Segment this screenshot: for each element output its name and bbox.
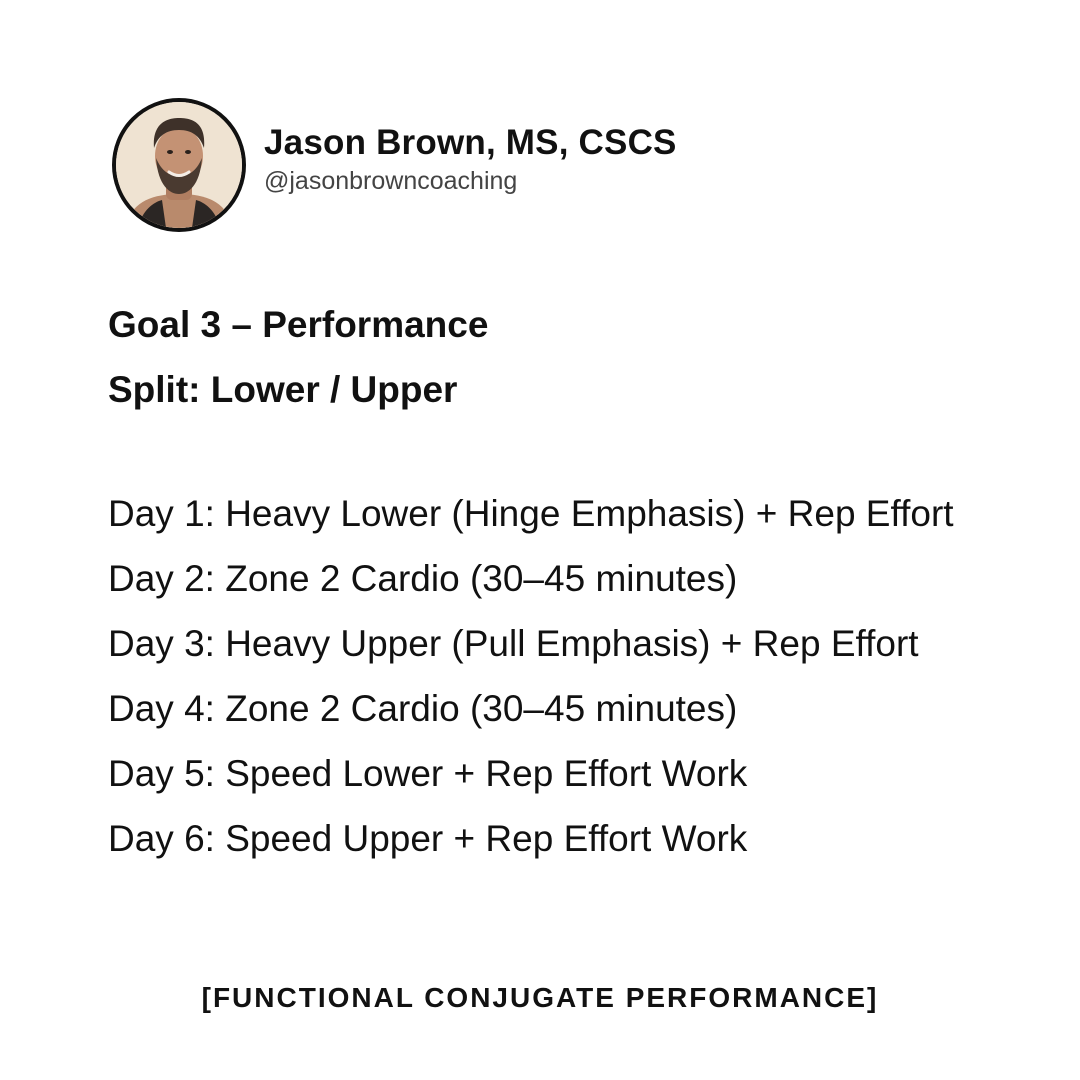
day-item-5: Day 5: Speed Lower + Rep Effort Work [108,753,748,794]
profile-name: Jason Brown, MS, CSCS [264,122,677,162]
day-list [108,481,1008,871]
footer-tag: [FUNCTIONAL CONJUGATE PERFORMANCE] [201,982,879,1013]
avatar-portrait [116,102,242,228]
day-item-3: Day 3: Heavy Upper (Pull Emphasis) + Rep Effort [108,623,919,664]
profile-header [112,98,677,232]
profile-handle: @jasonbrowncoaching [264,166,518,195]
program-headings [108,292,488,422]
day-item-2: Day 2: Zone 2 Cardio (30–45 minutes) [108,558,738,599]
day-item-1: Day 1: Heavy Lower (Hinge Emphasis) + Rep Effort [108,493,954,534]
day-item-4: Day 4: Zone 2 Cardio (30–45 minutes) [108,688,738,729]
day-item-6: Day 6: Speed Upper + Rep Effort Work [108,818,748,859]
goal-heading: Goal 3 – Performance [108,304,489,345]
split-heading: Split: Lower / Upper [108,369,458,410]
avatar [112,98,246,232]
profile-identity [264,123,677,198]
